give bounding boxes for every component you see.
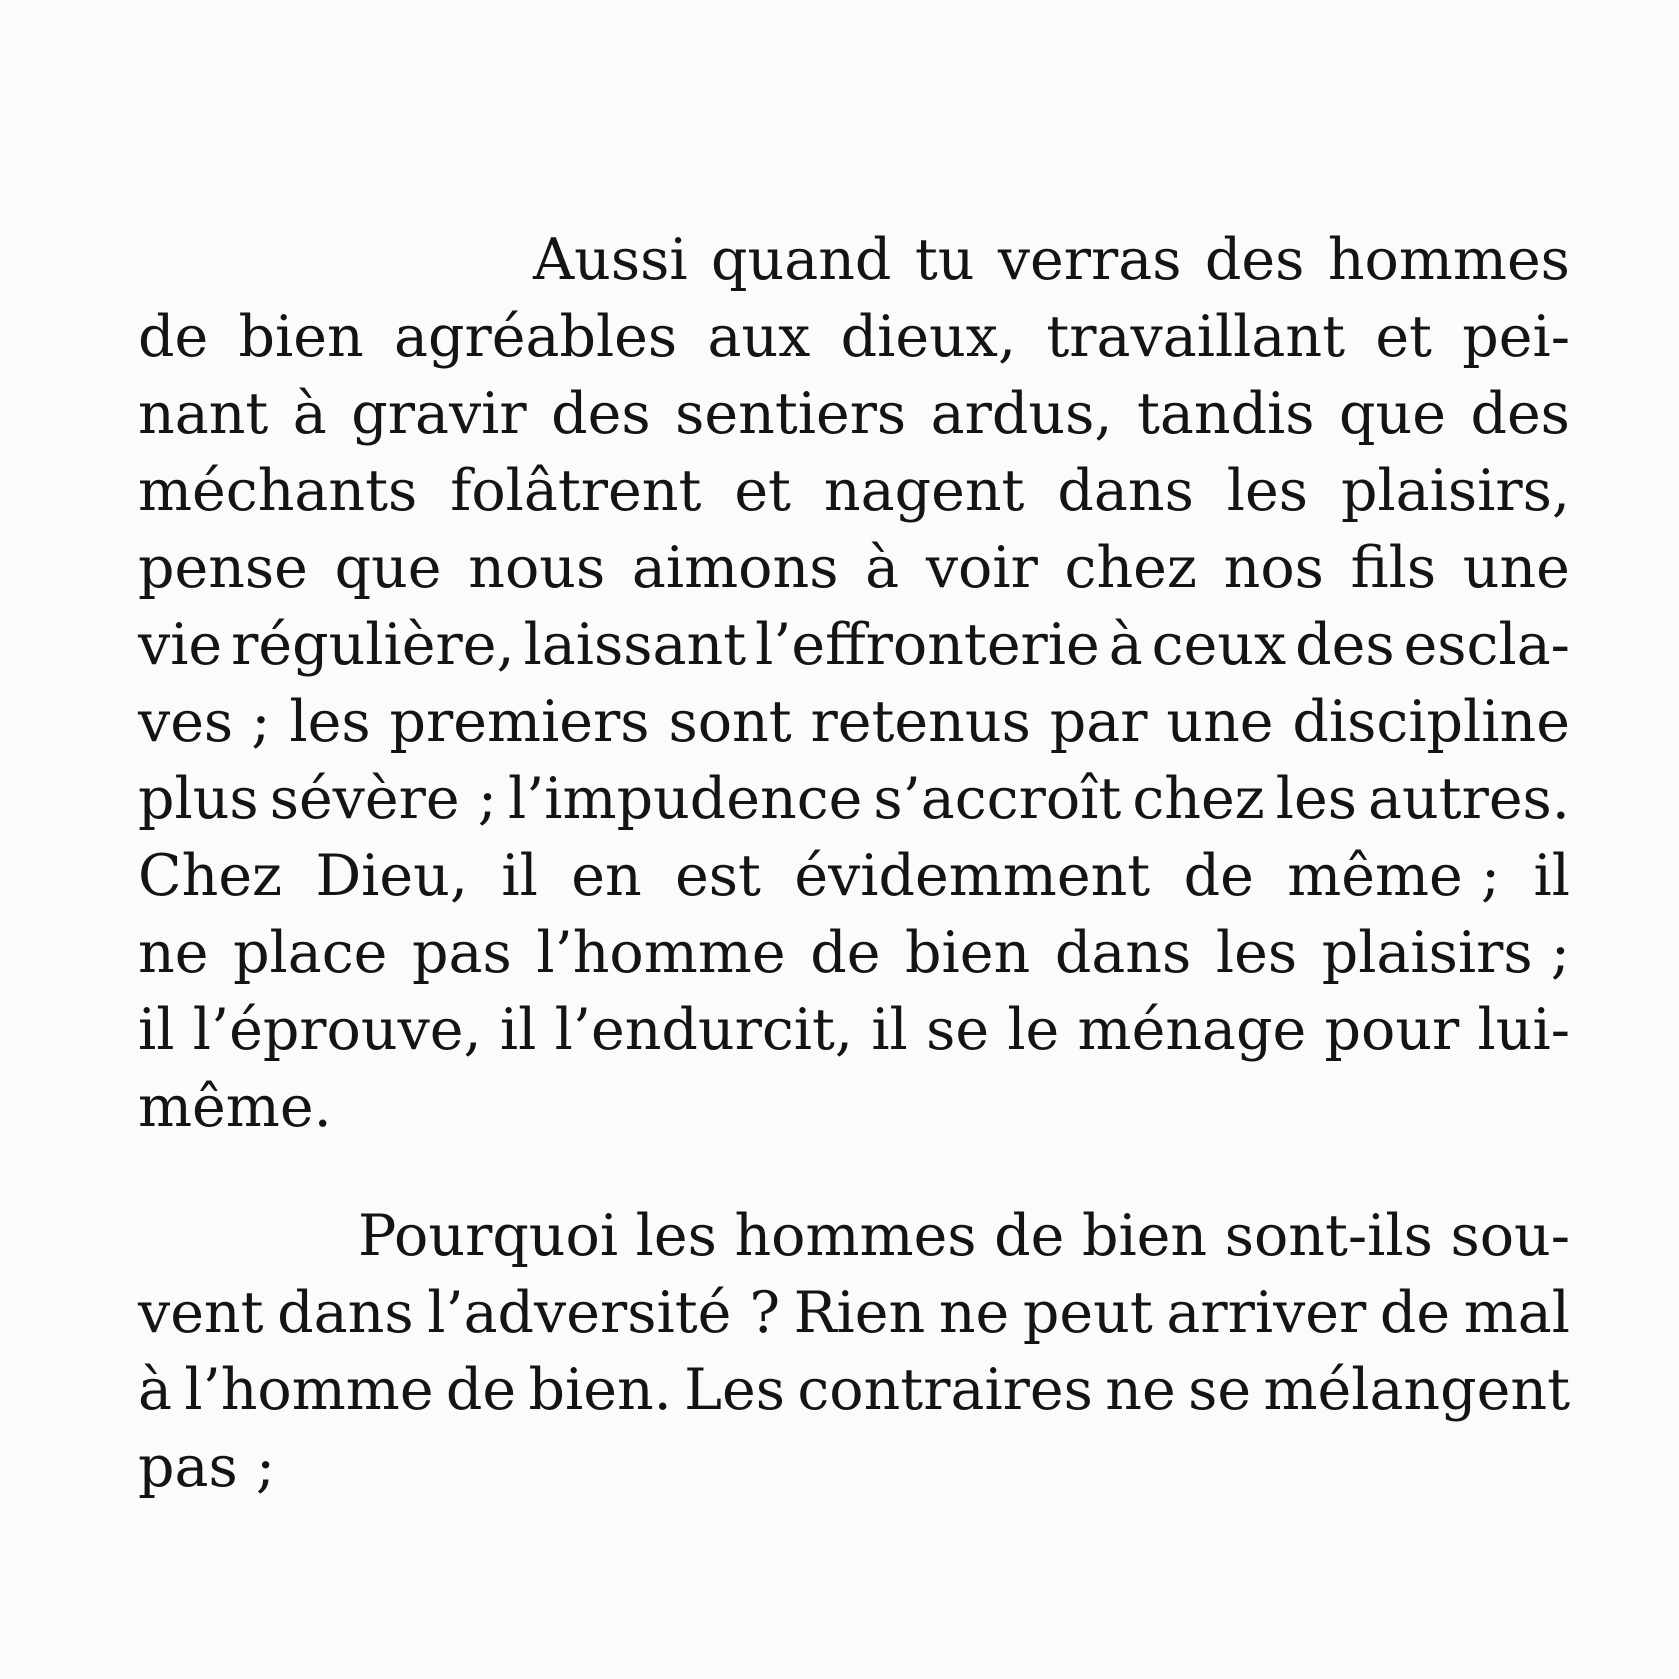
word: aux (707, 304, 811, 370)
word: de (1379, 1280, 1451, 1346)
word: Les (684, 1357, 785, 1423)
word: l’éprouve, (192, 997, 482, 1063)
word: nous (468, 535, 606, 601)
word: il (501, 843, 538, 909)
word: dans (1057, 458, 1194, 524)
word: aimons (631, 535, 839, 601)
word: il (1533, 843, 1570, 909)
word: de (445, 1357, 517, 1423)
word: Pourquoi (358, 1203, 619, 1269)
text-line (138, 684, 1570, 761)
word: à (1108, 612, 1143, 678)
word: Chez (138, 843, 283, 909)
text-line (138, 607, 1570, 684)
word: ne (938, 1280, 1010, 1346)
word: l’effronterie (755, 612, 1100, 678)
word: Aussi (533, 227, 688, 293)
word: peut (1022, 1280, 1153, 1346)
word: hommes (1327, 227, 1570, 293)
word: l’adversité ? (427, 1280, 781, 1346)
word: que (1339, 381, 1446, 447)
text-line (138, 1069, 1570, 1146)
word: hommes (734, 1203, 977, 1269)
word: agréables (394, 304, 678, 370)
word: les (1215, 920, 1298, 986)
word: sou- (1450, 1203, 1570, 1269)
word: pas ; (138, 1434, 276, 1500)
word: bien (238, 304, 364, 370)
word: ardus, (930, 381, 1113, 447)
word: mélangent (1263, 1357, 1570, 1423)
word: lui- (1477, 997, 1570, 1063)
word: place (233, 920, 388, 986)
word: chez (1132, 766, 1265, 832)
word: de (1183, 843, 1254, 909)
word: les (1275, 766, 1357, 832)
word: arriver (1166, 1280, 1367, 1346)
word: ceux (1151, 612, 1287, 678)
word: une (1462, 535, 1570, 601)
word: pense (138, 535, 308, 601)
word: à (865, 535, 900, 601)
word: escla- (1403, 612, 1570, 678)
text-line (138, 992, 1570, 1069)
word: dans (277, 1280, 414, 1346)
paragraph-gap (138, 1146, 1570, 1198)
word: des (1470, 381, 1570, 447)
word: et (734, 458, 791, 524)
word: régulière, (231, 612, 515, 678)
word: plus (138, 766, 259, 832)
word: travaillant (1046, 304, 1346, 370)
word: il (871, 997, 908, 1063)
word: vent (138, 1280, 264, 1346)
word: mal (1463, 1280, 1570, 1346)
word: folâtrent (450, 458, 702, 524)
word: de (138, 304, 209, 370)
word: méchants (138, 458, 418, 524)
text-line (138, 1352, 1570, 1429)
word: nos (1223, 535, 1324, 601)
word: à (138, 1357, 172, 1423)
word: ne (1105, 1357, 1176, 1423)
word: sont-ils (1224, 1203, 1433, 1269)
word: sévère ; (269, 766, 497, 832)
word: est (675, 843, 761, 909)
word: et (1375, 304, 1432, 370)
word: des (1204, 227, 1305, 293)
word: voir (925, 535, 1038, 601)
word: il (499, 997, 537, 1063)
word: bien (1081, 1203, 1208, 1269)
text-line (138, 761, 1570, 838)
word: Dieu, (315, 843, 468, 909)
word: se (926, 997, 990, 1063)
word: plaisirs, (1340, 458, 1570, 524)
word: plaisirs ; (1321, 920, 1570, 986)
word: par (1049, 689, 1148, 755)
word: retenus (810, 689, 1031, 755)
word: tu (914, 227, 975, 293)
word: laissant (523, 612, 747, 678)
text-line (138, 838, 1570, 915)
word: nant (138, 381, 269, 447)
word: les (635, 1203, 717, 1269)
word: à (292, 381, 327, 447)
text-line (138, 1275, 1570, 1352)
text-line (138, 299, 1570, 376)
word: l’endurcit, (554, 997, 854, 1063)
text-line (138, 1198, 1570, 1275)
word: les (1226, 458, 1309, 524)
word: évidemment (794, 843, 1151, 909)
word: chez (1064, 535, 1197, 601)
word: les (289, 689, 371, 755)
word: bien. (528, 1357, 672, 1423)
word: fils (1350, 535, 1437, 601)
word: quand (711, 227, 892, 293)
word: vie (138, 612, 223, 678)
word: l’homme (536, 920, 786, 986)
word: verras (997, 227, 1182, 293)
text-block (138, 222, 1570, 1506)
word: ne (138, 920, 209, 986)
word: premiers (389, 689, 650, 755)
word: discipline (1292, 689, 1570, 755)
word: en (571, 843, 642, 909)
word: des (1295, 612, 1395, 678)
word: se (1188, 1357, 1252, 1423)
word: il (138, 997, 175, 1063)
word: même. (138, 1074, 332, 1140)
text-line (138, 453, 1570, 530)
word: nagent (823, 458, 1025, 524)
word: l’homme (184, 1357, 434, 1423)
word: s’accroît (873, 766, 1122, 832)
word: que (334, 535, 442, 601)
word: bien (905, 920, 1031, 986)
word: ves ; (138, 689, 271, 755)
word: ménage (1077, 997, 1307, 1063)
word: pei- (1462, 304, 1570, 370)
word: tandis (1136, 381, 1315, 447)
word: dieux, (840, 304, 1017, 370)
word: de (994, 1203, 1065, 1269)
word: gravir (351, 381, 527, 447)
text-line (138, 1429, 1570, 1506)
word: une (1166, 689, 1274, 755)
word: sentiers (675, 381, 907, 447)
word: des (551, 381, 651, 447)
text-line (138, 530, 1570, 607)
text-line (138, 222, 1570, 299)
word: Rien (793, 1280, 926, 1346)
word: le (1007, 997, 1060, 1063)
word: l’impudence (507, 766, 863, 832)
text-line (138, 915, 1570, 992)
word: de (810, 920, 881, 986)
word: dans (1054, 920, 1192, 986)
word: autres. (1367, 766, 1570, 832)
word: pas (412, 920, 512, 986)
word: pour (1324, 997, 1460, 1063)
word: même ; (1287, 843, 1501, 909)
text-line (138, 376, 1570, 453)
word: sont (668, 689, 792, 755)
word: contraires (797, 1357, 1093, 1423)
